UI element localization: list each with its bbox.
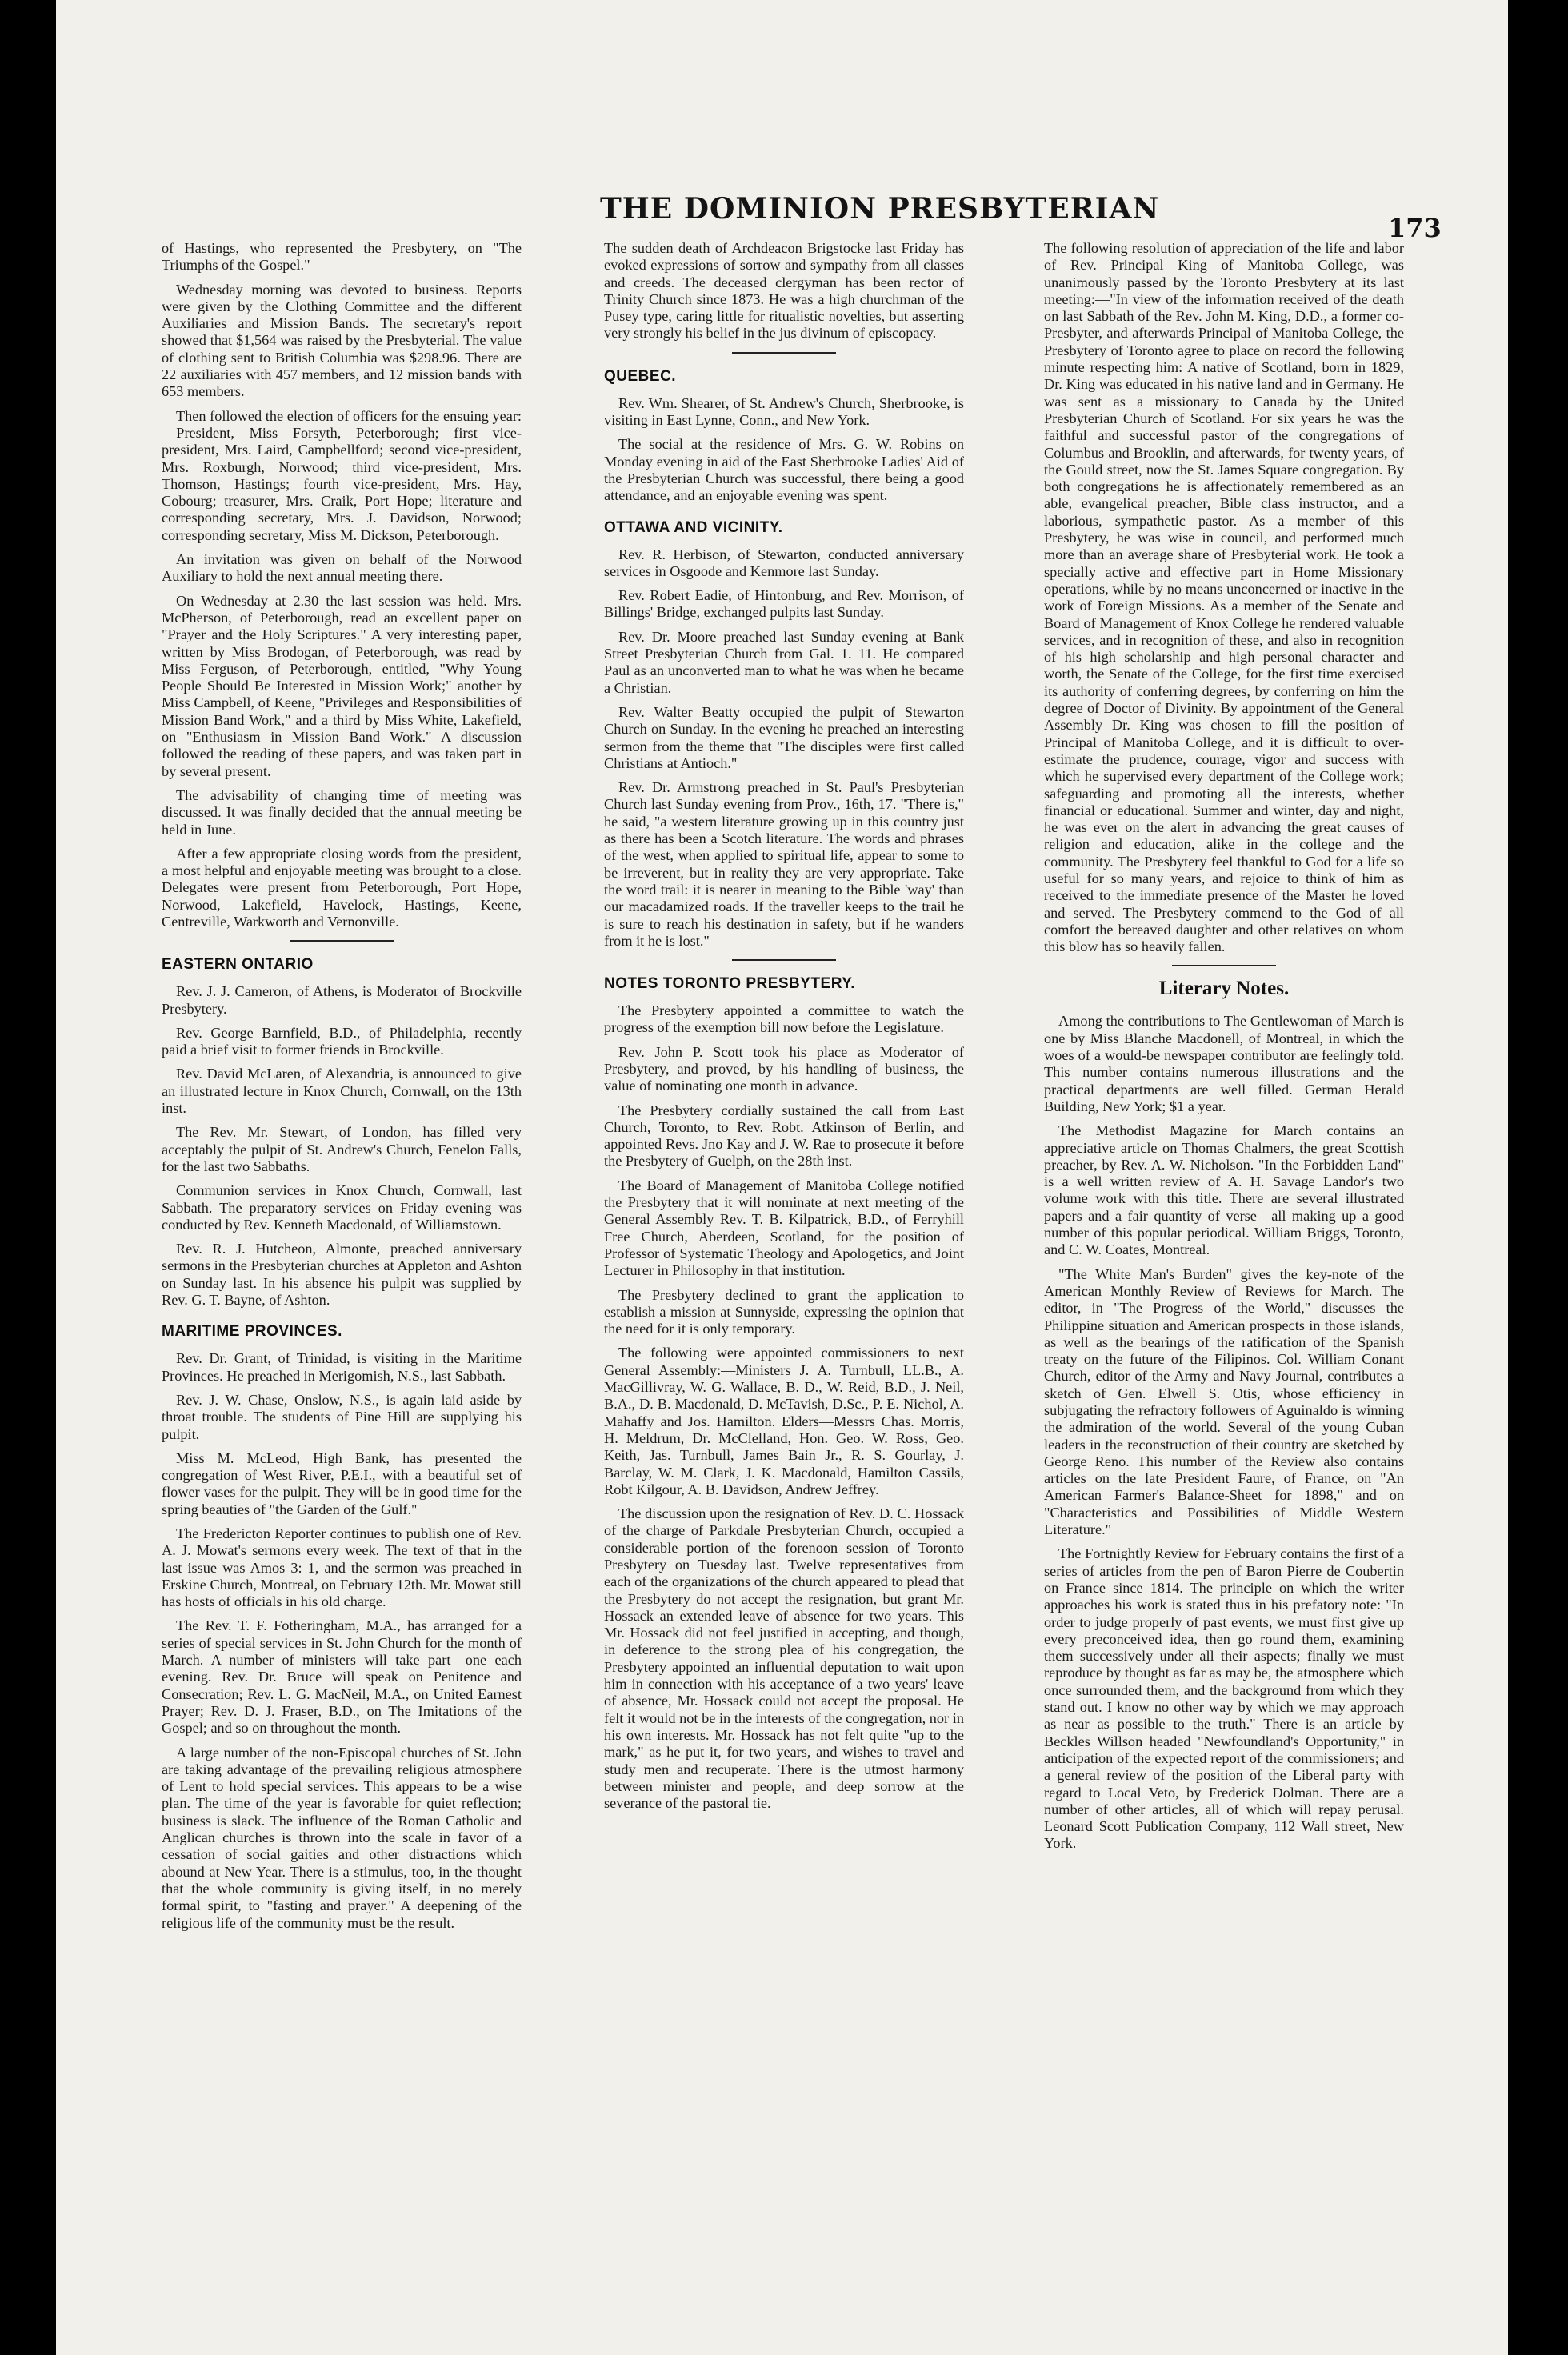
paragraph: A large number of the non-Episcopal churches of St. John are taking advantage of the prevailing religious atmosphere of Lent to hold special services. This appears to be a wise plan. The time of the year is favorable for quiet reflection; business is slack. The influence of the Roman Catholic and Anglican churches is thrown into the scale in favor of a cessation of social gaities and other distractions which abound at New Year. There is a stimulus, too, in the thought that the whole community is giving itself, in no merely formal spirit, to "fasting and prayer." A deepening of the religious life of the community must be the result. [162, 1744, 522, 1931]
paragraph: The Rev. T. F. Fotheringham, M.A., has arranged for a series of special services in St. John Church for the month of March. A number of ministers will take part—one each evening. Rev. Dr. Bruce will speak on Penitence and Consecration; Rev. L. G. MacNeil, M.A., on United Earnest Prayer; Rev. D. J. Fraser, B.D., on The Imitations of the Gospel; and so on throughout the month. [162, 1617, 522, 1737]
section-divider [290, 940, 394, 942]
paragraph: Communion services in Knox Church, Cornwall, last Sabbath. The preparatory services on Friday evening was conducted by Rev. Kenneth Macdonald, of Williamstown. [162, 1182, 522, 1233]
paragraph: Rev. R. J. Hutcheon, Almonte, preached anniversary sermons in the Presbyterian churches at Appleton and Ashton on Sunday last. In his absence his pulpit was supplied by Rev. G. T. Bayne, of Ashton. [162, 1241, 522, 1309]
paragraph: Rev. J. W. Chase, Onslow, N.S., is again laid aside by throat trouble. The students of Pine Hill are supplying his pulpit. [162, 1391, 522, 1442]
paragraph: The social at the residence of Mrs. G. W. Robins on Monday evening in aid of the East Sherbrooke Ladies' Aid of the Presbyterian Church was successful, there being a good attendance, and an enjoyable evening was spent. [604, 436, 964, 504]
section-heading-literary-notes: Literary Notes. [1158, 978, 1290, 1000]
paragraph: "The White Man's Burden" gives the key-note of the American Monthly Review of Reviews for March. The editor, in "The Progress of the World," discusses the Philippine situation and American prospects in those islands, as well as the bearings of the ratification of the Spanish treaty on the future of the Filipinos. Col. William Conant Church, editor of the Army and Navy Journal, contributes a sketch of Gen. Elwell S. Otis, whose efficiency in subjugating the refractory followers of Aguinaldo is winning the admiration of the world. Several of the young Cuban leaders in the reconstruction of their country are sketched by George Reno. This number of the Review also contains articles on the late President Faure, of France, on "An American Farmer's Balance-Sheet for 1898," and on "Characteristics and Possibilities of Middle Western Literature." [1044, 1265, 1404, 1538]
paragraph: of Hastings, who represented the Presbytery, on "The Triumphs of the Gospel." [162, 240, 522, 274]
paragraph: Among the contributions to The Gentlewoman of March is one by Miss Blanche Macdonell, of Montreal, in which the woes of a would-be newspaper contributor are feelingly told. This number contains numerous illustrations and the practical departments are well filled. German Herald Building, New York; $1 a year. [1044, 1013, 1404, 1114]
masthead: THE DOMINION PRESBYTERIAN [600, 192, 1160, 226]
paragraph: The Board of Management of Manitoba College notified the Presbytery that it will nominate at next meeting of the General Assembly Rev. T. B. Kilpatrick, B.D., of Ferryhill Free Church, Aberdeen, Scotland, for the position of Professor of Systematic Theology and Apologetics, and Joint Lecturer in Philosophy in that institution. [604, 1177, 964, 1279]
section-heading-maritime-provinces: MARITIME PROVINCES. [162, 1323, 342, 1341]
paragraph: Rev. Walter Beatty occupied the pulpit of Stewarton Church on Sunday. In the evening he preached an interesting sermon from the theme that "The disciples were first called Christians at Antioch." [604, 703, 964, 771]
paragraph: Rev. Wm. Shearer, of St. Andrew's Church, Sherbrooke, is visiting in East Lynne, Conn., and New York. [604, 394, 964, 429]
paragraph: Rev. Dr. Armstrong preached in St. Paul's Presbyterian Church last Sunday evening from Prov., 16th, 17. "There is," he said, "a western literature growing up in this country just as there has been a Scotch literature. The words and phrases of the west, when applied to spiritual life, appear to some to be irreverent, but in reality they are very appropriate. Take the word trail: it is nearer in meaning to the Bible 'way' than our macadamized roads. If the traveller keeps to the trail he is sure to reach his destination in safety, but if he wanders from it he is lost." [604, 779, 964, 949]
section-heading-eastern-ontario: EASTERN ONTARIO [162, 956, 314, 974]
paragraph: The Presbytery declined to grant the application to establish a mission at Sunnyside, expressing the opinion that the need for it is only temporary. [604, 1286, 964, 1337]
paragraph: The Rev. Mr. Stewart, of London, has filled very acceptably the pulpit of St. Andrew's Church, Fenelon Falls, for the last two Sabbaths. [162, 1124, 522, 1174]
paragraph: Rev. David McLaren, of Alexandria, is announced to give an illustrated lecture in Knox Church, Cornwall, on the 13th inst. [162, 1066, 522, 1117]
column-2 [604, 240, 964, 1819]
paragraph: Rev. George Barnfield, B.D., of Philadelphia, recently paid a brief visit to former friends in Brockville. [162, 1024, 522, 1058]
section-heading-toronto-presbytery: NOTES TORONTO PRESBYTERY. [604, 975, 856, 993]
section-heading-quebec: QUEBEC. [604, 367, 677, 385]
paragraph: Wednesday morning was devoted to business. Reports were given by the Clothing Committee and the different Auxiliaries and Mission Bands. The secretary's report showed that $1,564 was raised by the Presbyterial. The value of clothing sent to British Columbia was $298.96. There are 22 auxiliaries with 457 members, and 12 mission bands with 653 members. [162, 281, 522, 400]
paragraph: The sudden death of Archdeacon Brigstocke last Friday has evoked expressions of sorrow and sympathy from all classes and creeds. The deceased clergyman has been rector of Trinity Church since 1873. He was a high churchman of the Pusey type, caring little for ritualistic novelties, but asserting very strongly his belief in the jus divinum of episcopacy. [604, 240, 964, 342]
paragraph: The Fredericton Reporter continues to publish one of Rev. A. J. Mowat's sermons every week. The text of that in the last issue was Amos 3: 1, and the sermon was preached in Erskine Church, Montreal, on February 12th. Mr. Mowat still has hosts of officials in his old charge. [162, 1525, 522, 1610]
paragraph: Rev. Dr. Grant, of Trinidad, is visiting in the Maritime Provinces. He preached in Merigomish, N.S., last Sabbath. [162, 1350, 522, 1384]
paragraph: Rev. Dr. Moore preached last Sunday evening at Bank Street Presbyterian Church from Gal. 1. 11. He compared Paul as an unconverted man to what he was when he became a Christian. [604, 628, 964, 696]
paragraph: Rev. J. J. Cameron, of Athens, is Moderator of Brockville Presbytery. [162, 983, 522, 1017]
paragraph: Miss M. McLeod, High Bank, has presented the congregation of West River, P.E.I., with a beautiful set of flower vases for the pulpit. They will be in good time for the spring beauties of "the Garden of the Gulf." [162, 1449, 522, 1517]
paragraph: Rev. R. Herbison, of Stewarton, conducted anniversary services in Osgoode and Kenmore last Sunday. [604, 546, 964, 579]
paragraph: The following were appointed commissioners to next General Assembly:—Ministers J. A. Turnbull, LL.B., A. MacGillivray, W. G. Wallace, B. D., W. Reid, B.D., J. Neil, B.A., D. B. Macdonald, D. McTavish, D.Sc., P. E. Nichol, A. Mahaffy and Jos. Hamilton. Elders—Messrs Chas. Morris, H. Meldrum, Dr. McClelland, Hon. Geo. W. Ross, Geo. Keith, Jas. Turnbull, James Bain Jr., R. S. Gourlay, J. Barclay, W. M. Clark, J. K. Macdonald, Hamilton Cassils, Robt Kilgour, A. B. Davidson, Andrew Jeffrey. [604, 1345, 964, 1497]
paragraph: The following resolution of appreciation of the life and labor of Rev. Principal King of Manitoba College, was unanimously passed by the Toronto Presbytery at its last meeting:—"In view of the information received of the death on last Sabbath of the Rev. John M. King, D.D., a former co-Presbyter, and afterwards Principal of Manitoba College, the Presbytery of Toronto agree to place on record the following minute respecting him: A native of Scotland, born in 1829, Dr. King was educated in his native land and in Germany. He was sent as a missionary to Canada by the United Presbyterian Church of Scotland. For six years he was the faithful and successful pastor of the congregations of Columbus and Brooklin, and afterwards, for twenty years, of the Gould street, now the St. James Square congregation. By both congregations he is affectionately remembered as an able, evangelical preacher, Bible class instructor, and a laborious, sympathetic pastor. As a member of this Presbytery, he was wise in council, and performed much more than an average share of Presbyterial work. He took a specially active and effective part in Home Missionary operations, while by no means unconcerned or inactive in the work of Foreign Missions. As a member of the Senate and Board of Management of Knox College he rendered valuable services, and in recognition of these, and also in recognition of his high scholarship and high personal character and worth, the Senate of the College, for the first time exercised its authority of conferring degrees, by conferring on him the degree of Doctor of Divinity. By appointment of the General Assembly Dr. King was chosen to fill the position of Principal of Manitoba College, and it is difficult to over-estimate the prudence, courage, vigor and success with which he supervised every department of the College work; safeguarding and promoting all the interests, whether financial or educational. Summer and winter, day and night, he was ever on the alert in advancing the great causes of religion and education, alike in the college and the community. The Presbytery feel thankful to God for a life so useful for so many years, and rejoice to think of him as received to the immediate presence of the Master he loved and served. The Presbytery commend to the God of all comfort the bereaved daughter and other relatives on whom this blow has so heavily fallen. [1044, 240, 1404, 955]
paragraph: Rev. John P. Scott took his place as Moderator of Presbytery, and proved, by his handling of business, the value of nominating one month in advance. [604, 1043, 964, 1094]
section-divider [732, 959, 836, 961]
paragraph: On Wednesday at 2.30 the last session was held. Mrs. McPherson, of Peterborough, read an excellent paper on "Prayer and the Holy Scriptures." A very interesting paper, written by Miss Brodogan, of Peterborough, was read by Miss Ferguson, of Peterborough, entitled, "Why Young People Should Be Interested in Mission Work;" another by Miss Campbell, of Keene, "Privileges and Responsibilities of Mission Band Work," and a third by Miss White, Lakefield, on "Enthusiasm in Mission Band Work." A discussion followed the reading of these papers, and was taken part in by several present. [162, 592, 522, 779]
paragraph: An invitation was given on behalf of the Norwood Auxiliary to hold the next annual meeting there. [162, 551, 522, 585]
page-number: 173 [1388, 213, 1442, 243]
newspaper-page [56, 0, 1508, 2355]
paragraph: The discussion upon the resignation of Rev. D. C. Hossack of the charge of Parkdale Presbyterian Church, occupied a considerable portion of the forenoon session of Toronto Presbytery on Tuesday last. Twelve representatives from each of the organizations of the church appeared to plead that the Presbytery do not accept the resignation, but grant Mr. Hossack an extended leave of absence for two years. This Mr. Hossack did not feel justified in accepting, and though, in deference to the strong plea of his congregation, the Presbytery appointed an influential deputation to wait upon him in connection with his acceptance of a two years' leave of absence, Mr. Hossack could not accept the proposal. He felt it would not be in the interests of the congregation, nor in his own interests. Mr. Hossack has not felt quite "up to the mark," as he put it, for two years, and wishes to travel and study men and recuperate. There is the utmost harmony between minister and people, and deep sorrow at the severance of the pastoral tie. [604, 1505, 964, 1812]
section-divider [732, 352, 836, 354]
paragraph: Then followed the election of officers for the ensuing year:—President, Miss Forsyth, Peterborough; first vice-president, Mrs. Laird, Campbellford; second vice-president, Mrs. Roxburgh, Norwood; third vice-president, Mrs. Thomson, Hastings; fourth vice-president, Mrs. Hay, Cobourg; treasurer, Mrs. Craik, Port Hope; literature and corresponding secretary, Mrs. J. Davidson, Norwood; corresponding secretary, Miss M. Dickson, Peterborough. [162, 407, 522, 543]
paragraph: The Fortnightly Review for February contains the first of a series of articles from the pen of Baron Pierre de Coubertin on France since 1814. The principle on which the writer approaches his work is stated thus in his prefatory note: "In order to judge properly of past events, we must first give up every preconceived idea, then go round them, examining them successively under all their aspects; finally we must reproduce by thought as far as may be, the atmosphere which once surrounded them, and the background from which they stand out. I know no other way by which we may approach as near as possible to the truth." There is an article by Beckles Willson headed "Newfoundland's Opportunity," in anticipation of the expected report of the commissioners; and a general review of the position of the Liberal party with regard to Local Veto, by Frederick Dolman. There are a number of other articles, all of which will repay perusal. Leonard Scott Publication Company, 112 Wall street, New York. [1044, 1545, 1404, 1852]
paragraph: The advisability of changing time of meeting was discussed. It was finally decided that the annual meeting be held in June. [162, 786, 522, 838]
paragraph: Rev. Robert Eadie, of Hintonburg, and Rev. Morrison, of Billings' Bridge, exchanged pulpits last Sunday. [604, 587, 964, 621]
column-1 [162, 240, 522, 1939]
column-3 [1044, 240, 1404, 1860]
paragraph: After a few appropriate closing words from the president, a most helpful and enjoyable meeting was brought to a close. Delegates were present from Peterborough, Port Hope, Norwood, Lakefield, Havelock, Hastings, Keene, Centreville, Warkworth and Vernonville. [162, 845, 522, 930]
section-heading-ottawa: OTTAWA AND VICINITY. [604, 518, 783, 536]
paragraph: The Presbytery cordially sustained the call from East Church, Toronto, to Rev. Robt. Atkinson of Berlin, and appointed Revs. Jno Kay and J. W. Rae to prosecute it before the Presbytery of Guelph, on the 28th inst. [604, 1102, 964, 1170]
paragraph: The Presbytery appointed a committee to watch the progress of the exemption bill now before the Legislature. [604, 1002, 964, 1036]
paragraph: The Methodist Magazine for March contains an appreciative article on Thomas Chalmers, the great Scottish preacher, by Rev. A. W. Nicholson. "In the Forbidden Land" is a well written review of A. H. Savage Landor's two volume work with this title. There are several illustrated papers and a fair quantity of verse—all making up a good number of this popular periodical. William Briggs, Toronto, and C. W. Coates, Montreal. [1044, 1122, 1404, 1258]
section-divider [1172, 965, 1276, 966]
